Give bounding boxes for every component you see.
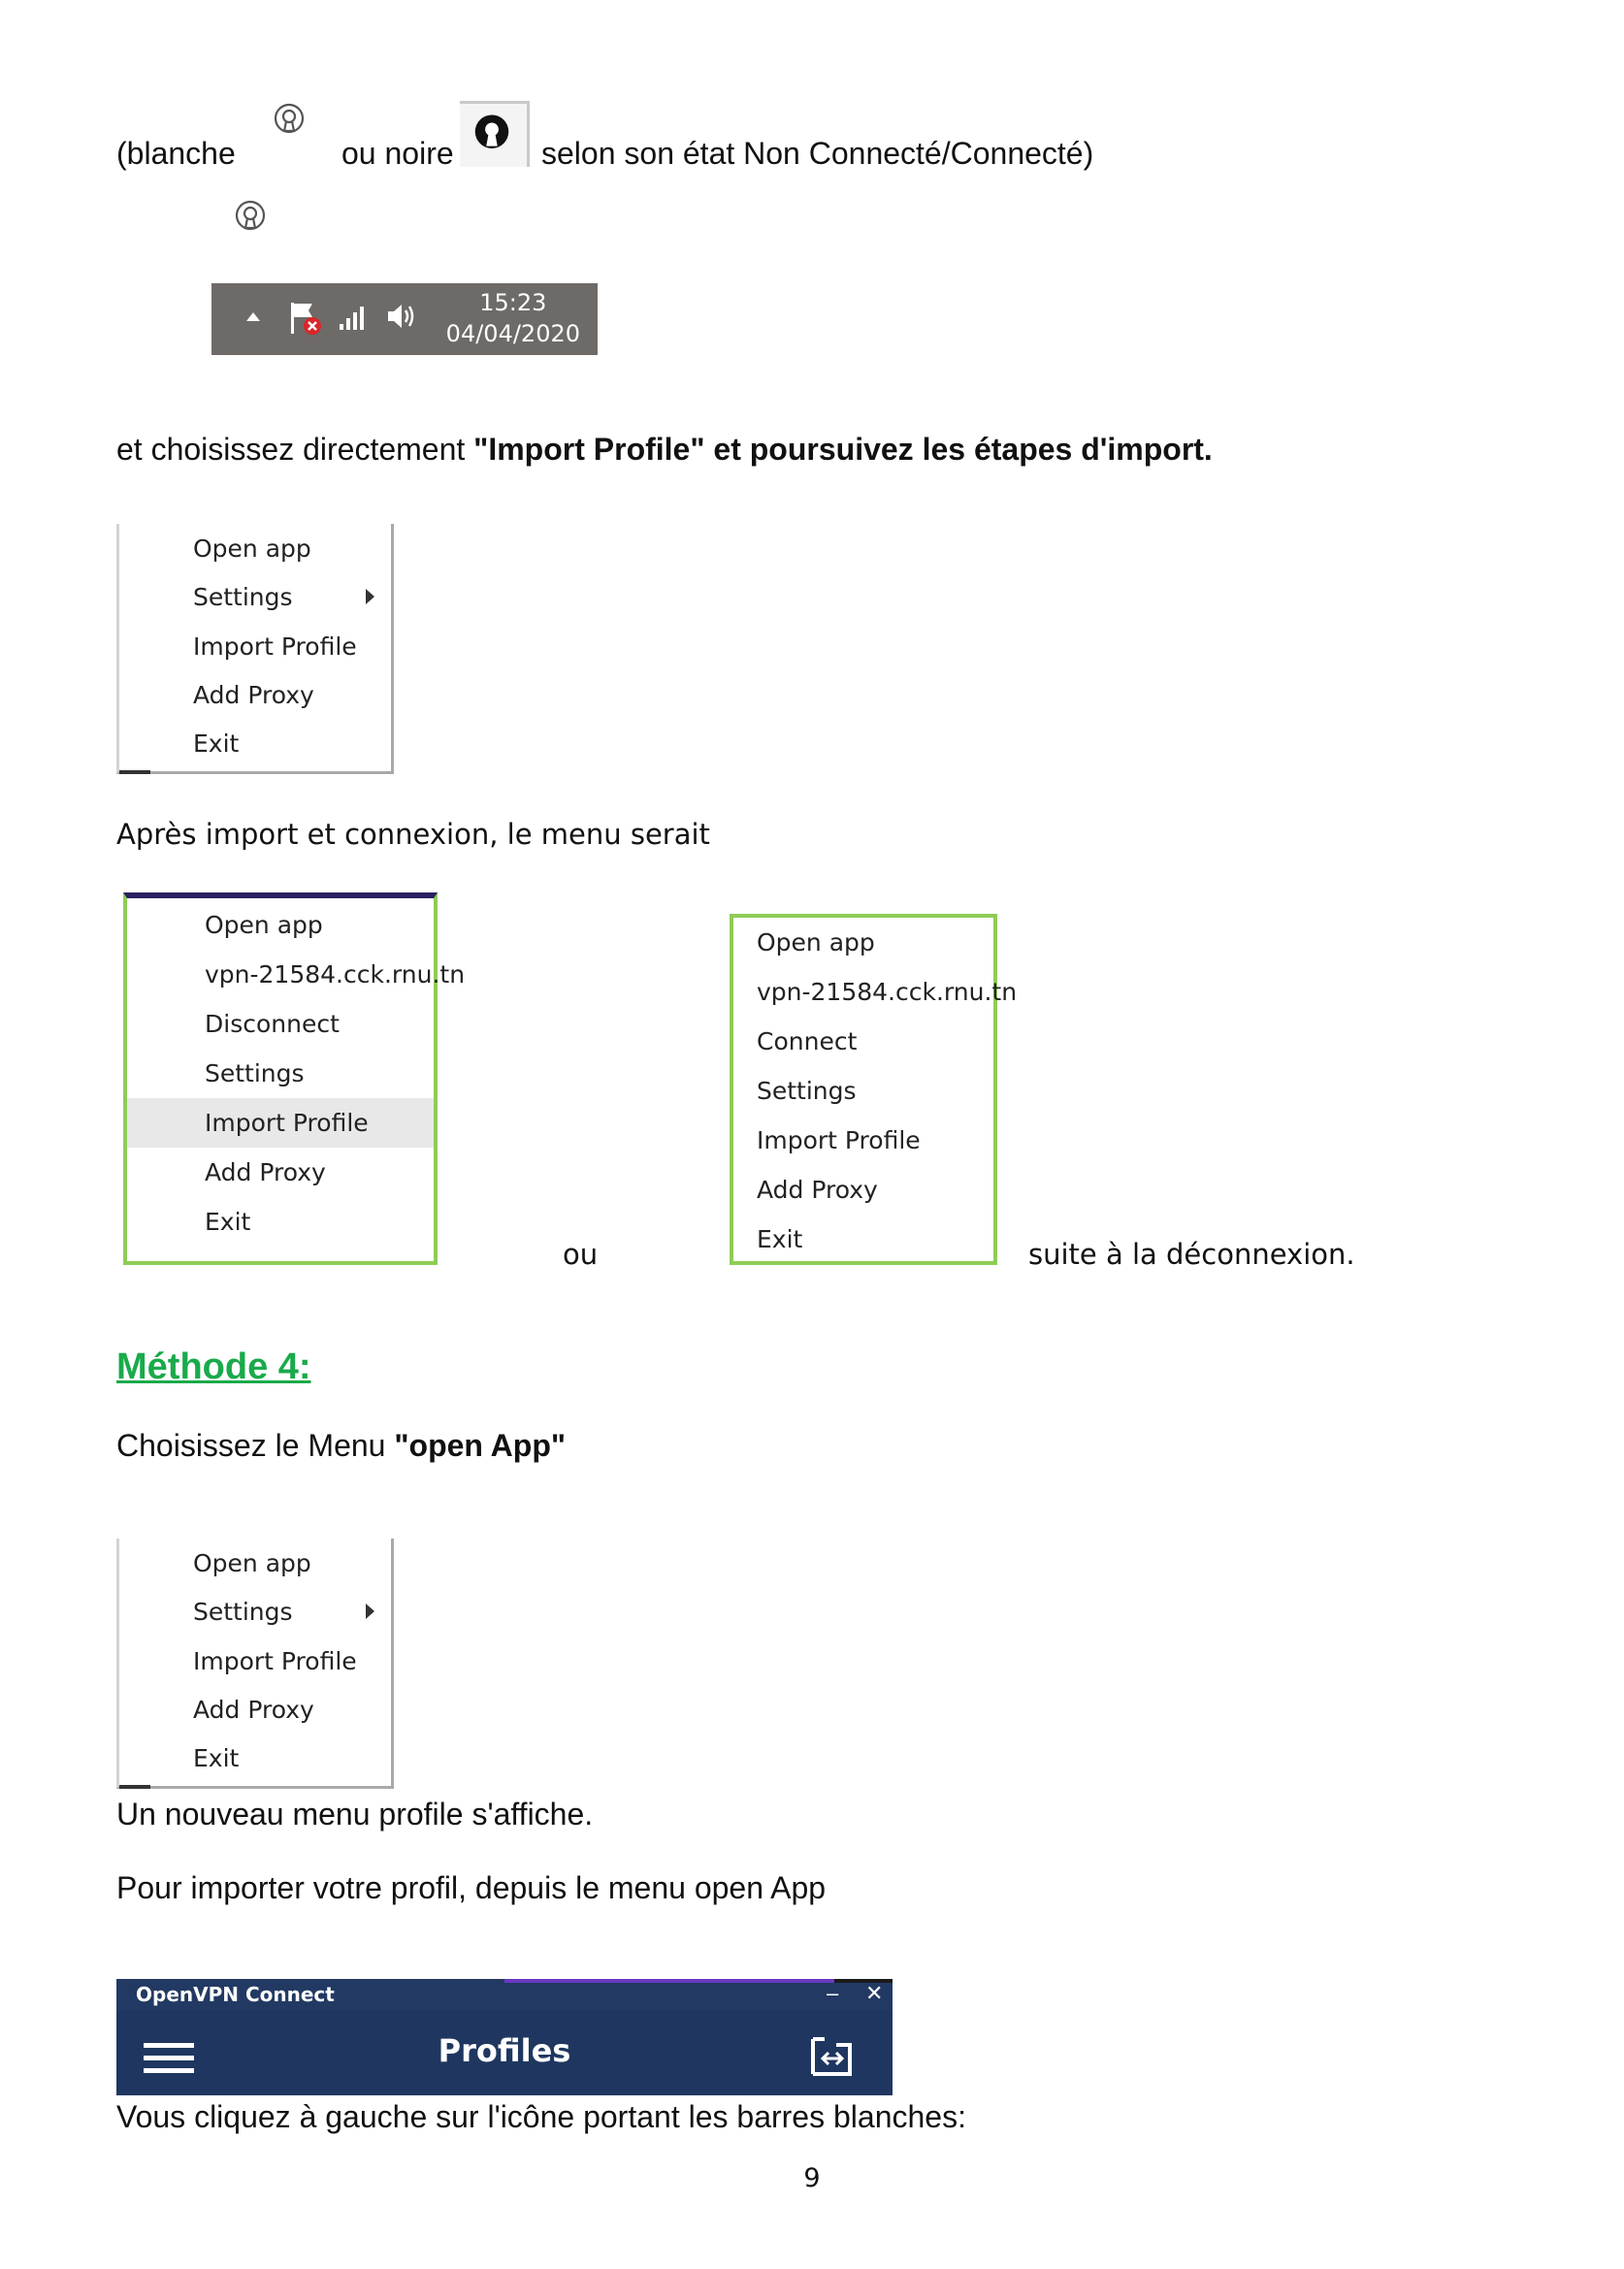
import-icon[interactable] [807, 2035, 856, 2078]
title-accent [834, 1979, 893, 1983]
method-4-bold: "open App" [394, 1428, 567, 1463]
after-import-text: Après import et connexion, le menu serait [116, 818, 710, 851]
tray-time: 15:23 [479, 289, 547, 316]
method-4-instruction [116, 1426, 566, 1465]
menu-item-connect[interactable]: Connect [757, 1027, 858, 1055]
menu-item-import-profile[interactable]: Import Profile [127, 1098, 434, 1148]
tray-expand-icon[interactable] [246, 312, 260, 321]
click-instruction-text: Vous cliquez à gauche sur l'icône portant les barres blanches: [116, 2099, 966, 2134]
openvpn-white-icon [270, 101, 309, 140]
title-accent [504, 1979, 834, 1983]
menu-item-add-proxy[interactable]: Add Proxy [193, 681, 314, 709]
menu-item-settings[interactable]: Settings [205, 1059, 305, 1087]
app-title: OpenVPN Connect [136, 1983, 335, 2006]
intro-text-1: (blanche [116, 136, 236, 171]
menu-item-settings[interactable]: Settings [119, 1587, 391, 1637]
method-4-heading: Méthode 4: [116, 1346, 311, 1387]
menu-item-add-proxy[interactable]: Add Proxy [757, 1176, 878, 1204]
menu-item-open-app[interactable]: Open app [205, 911, 323, 939]
openvpn-connect-window [116, 1979, 893, 2095]
openvpn-white-icon [231, 198, 270, 237]
menu-item-import-profile[interactable]: Import Profile [193, 1647, 357, 1675]
disconnected-context-menu [730, 914, 1018, 1265]
menu-item-open-app[interactable]: Open app [757, 928, 875, 956]
page-number: 9 [803, 2163, 821, 2193]
flag-icon[interactable] [287, 299, 324, 338]
menu-item-exit[interactable]: Exit [757, 1225, 803, 1253]
menu-item-add-proxy[interactable]: Add Proxy [205, 1158, 326, 1186]
connected-context-menu [123, 892, 466, 1265]
after-disconnect-text: suite à la déconnexion. [1028, 1238, 1355, 1271]
new-menu-text: Un nouveau menu profile s'affiche. [116, 1797, 594, 1831]
tray-date: 04/04/2020 [445, 320, 580, 347]
menu-item-import-profile[interactable]: Import Profile [757, 1126, 921, 1154]
menu-item-open-app[interactable]: Open app [193, 1549, 311, 1577]
tray-context-menu [116, 1539, 394, 1789]
or-text: ou [563, 1238, 599, 1271]
minimize-button[interactable]: – [827, 1981, 839, 2005]
menu-item-open-app[interactable]: Open app [193, 535, 311, 563]
menu-item-settings[interactable]: Settings [757, 1077, 857, 1105]
menu-item-add-proxy[interactable]: Add Proxy [193, 1696, 314, 1724]
method-4-prefix: Choisissez le Menu [116, 1428, 395, 1463]
menu-item-exit[interactable]: Exit [205, 1208, 251, 1236]
import-instruction-text: Pour importer votre profil, depuis le menu open App [116, 1870, 827, 1905]
intro-text-3: selon son état Non Connecté/Connecté) [541, 136, 1094, 171]
menu-item-exit[interactable]: Exit [193, 1744, 240, 1772]
signal-icon[interactable] [338, 301, 371, 332]
close-button[interactable]: ✕ [865, 1981, 884, 2005]
instruction-import-profile [116, 430, 1213, 469]
tray-clock[interactable] [446, 287, 580, 349]
speaker-icon[interactable] [384, 299, 419, 334]
menu-item-profile[interactable]: vpn-21584.cck.rnu.tn [205, 960, 466, 989]
openvpn-black-icon [460, 101, 530, 167]
menu-item-disconnect[interactable]: Disconnect [205, 1010, 340, 1038]
tray-context-menu [116, 524, 394, 774]
instruction-prefix: et choisissez directement [116, 432, 474, 467]
menu-item-exit[interactable]: Exit [193, 729, 240, 758]
intro-text-2: ou noire [341, 136, 454, 171]
submenu-arrow-icon [366, 589, 374, 604]
menu-item-settings[interactable]: Settings [119, 572, 391, 622]
windows-taskbar-tray [211, 283, 598, 355]
submenu-arrow-icon [366, 1604, 374, 1619]
instruction-bold: "Import Profile" et poursuivez les étapes d'import. [473, 432, 1213, 467]
profiles-title: Profiles [438, 2032, 571, 2069]
menu-item-import-profile[interactable]: Import Profile [193, 632, 357, 661]
menu-item-profile[interactable]: vpn-21584.cck.rnu.tn [757, 978, 1018, 1006]
